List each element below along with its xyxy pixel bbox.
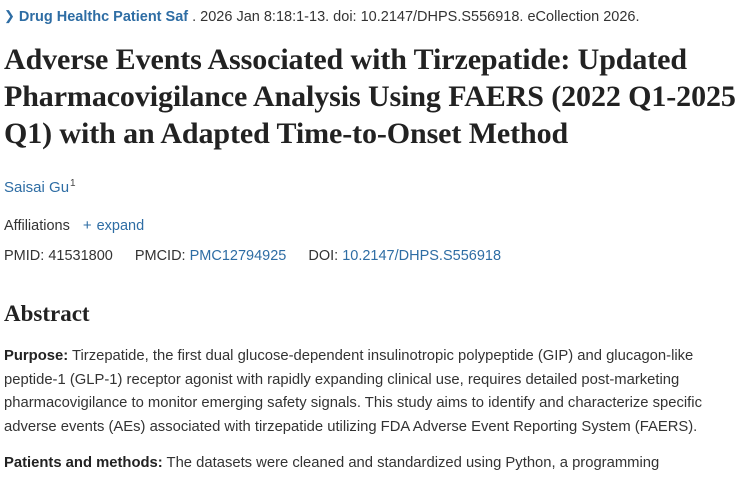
pmid-value: 41531800 <box>48 248 113 264</box>
doi-label: DOI: <box>308 248 339 264</box>
journal-name-link[interactable]: Drug Healthc Patient Saf <box>18 9 189 25</box>
paragraph-text: The datasets were cleaned and standardized using Python, a programming <box>162 455 660 471</box>
citation-details: . 2026 Jan 8:18:1-13. doi: 10.2147/DHPS.S556918. eCollection 2026. <box>192 9 640 25</box>
paragraph-text: Tirzepatide, the first dual glucose-dependent insulinotropic polypeptide (GIP) and glucagon-like peptide-1 (GLP-1) receptor agonist with rapidly expanding clinical use, requires detailed post-marketing pharmacovigilance to monitor emerging safety signals. This study aims to identify and characterize specific adverse events (AEs) associated with tirzepatide utilizing FDA Adverse Event Reporting System (FAERS). <box>4 348 702 435</box>
abstract-paragraph-methods <box>4 452 746 476</box>
pmcid-group <box>135 246 287 266</box>
author-affiliation-marker: 1 <box>70 178 76 189</box>
citation-line <box>4 0 746 27</box>
expand-label: expand <box>96 218 145 234</box>
identifiers-row <box>4 246 746 266</box>
expand-affiliations-button[interactable] <box>83 216 144 236</box>
abstract-body <box>4 345 746 476</box>
author-link[interactable]: Saisai Gu <box>4 179 70 196</box>
doi-group <box>308 246 501 266</box>
abstract-paragraph-purpose <box>4 345 746 439</box>
affiliations-label: Affiliations <box>4 218 70 234</box>
paragraph-label: Patients and methods: <box>4 455 163 471</box>
pmcid-link[interactable]: PMC12794925 <box>189 248 287 264</box>
author-list <box>4 174 746 198</box>
plus-icon: + <box>82 217 92 234</box>
pmid-label: PMID: <box>4 248 45 264</box>
page-title: Adverse Events Associated with Tirzepatide: Updated Pharmacovigilance Analysis Using FAERS (2022 Q1-2025 Q1) with an Adapted Time-to-Onset Method <box>4 43 736 150</box>
doi-link[interactable]: 10.2147/DHPS.S556918 <box>342 248 502 264</box>
chevron-right-icon[interactable]: ❯ <box>4 8 15 23</box>
pmcid-label: PMCID: <box>134 248 186 264</box>
affiliations-row <box>4 216 746 236</box>
pmid-group <box>4 246 113 266</box>
paragraph-label: Purpose: <box>4 348 69 364</box>
abstract-heading: Abstract <box>4 301 90 326</box>
